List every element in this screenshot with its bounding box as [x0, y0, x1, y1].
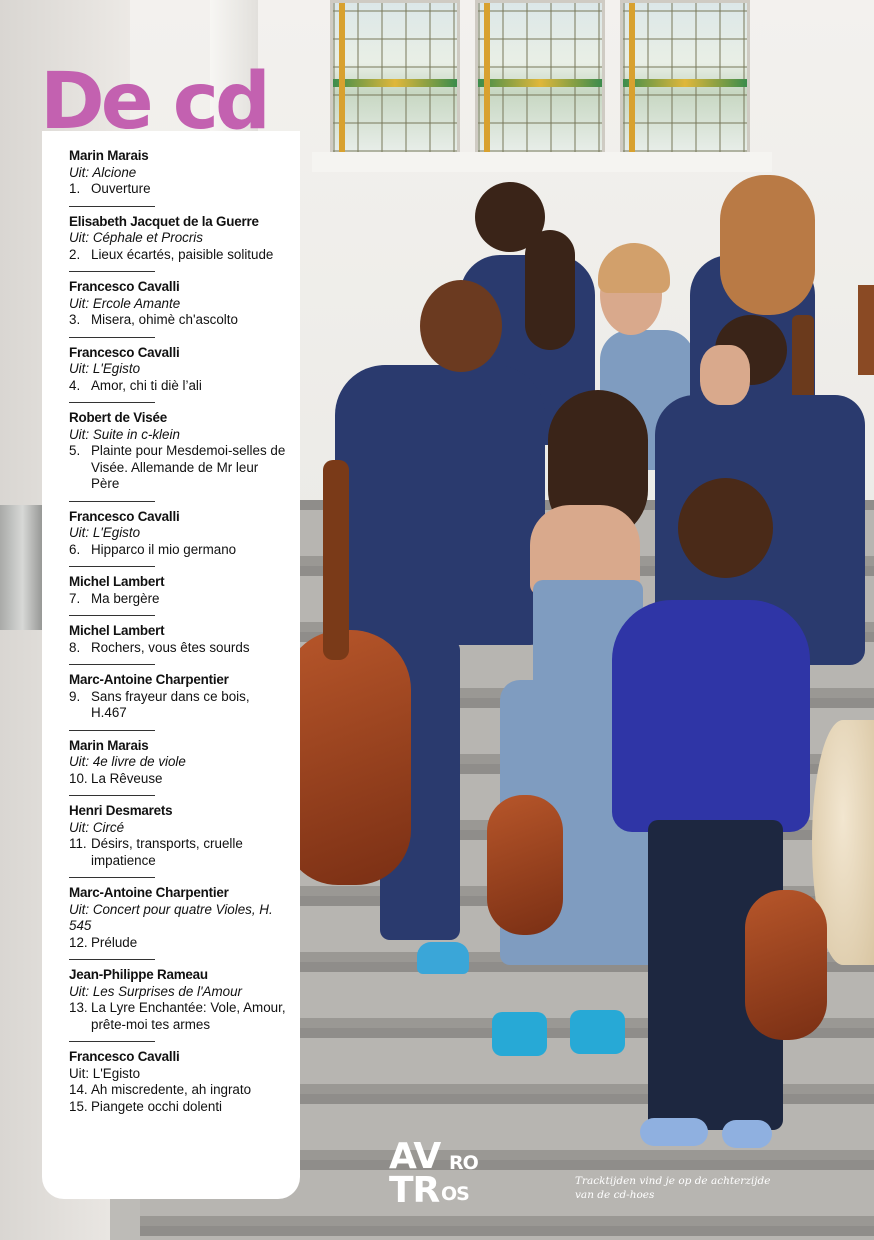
composer-name: Elisabeth Jacquet de la Guerre: [69, 213, 259, 229]
tracklist-entry: [69, 206, 286, 264]
track-title: Désirs, transports, cruelle impatience: [91, 836, 243, 868]
work-title: Uit: L'Egisto: [69, 361, 141, 376]
track-number: 1.: [69, 181, 81, 196]
divider: [69, 877, 155, 878]
divider: [69, 501, 155, 502]
tracklist-entry: [69, 337, 286, 395]
page-title: De cd: [40, 57, 267, 147]
track-number: 11.: [69, 836, 87, 851]
track-number: 6.: [69, 541, 81, 557]
track-title: Lieux écartés, paisible solitude: [91, 246, 274, 262]
track-item: [69, 689, 286, 722]
composer-name: Francesco Cavalli: [69, 508, 180, 524]
tracklist-entry: [69, 566, 286, 607]
tracklist-entry: [69, 271, 286, 329]
track-number: 7.: [69, 590, 81, 606]
track-number: 8.: [69, 639, 81, 655]
track-number: 2.: [69, 246, 81, 262]
track-item: [69, 443, 286, 493]
track-title: Piangete occhi dolenti: [91, 1098, 223, 1114]
track-number: 3.: [69, 312, 81, 327]
track-number: 13.: [69, 1000, 88, 1015]
stained-glass-window: [330, 0, 460, 155]
track-number: 5.: [69, 443, 81, 458]
track-title: Misera, ohimè ch'ascolto: [91, 312, 238, 327]
track-item: [69, 1000, 286, 1033]
composer-name: Michel Lambert: [69, 623, 165, 638]
track-title: Sans frayeur dans ce bois, H.467: [91, 688, 250, 720]
divider: [69, 959, 155, 960]
stained-glass-window: [620, 0, 750, 155]
work-title: Uit: 4e livre de viole: [69, 754, 186, 769]
track-title: La Rêveuse: [91, 770, 163, 786]
work-title: Uit: Concert pour quatre Violes, H. 545: [69, 901, 273, 933]
composer-name: Robert de Visée: [69, 410, 167, 425]
track-title: Prélude: [91, 934, 138, 950]
track-title: Plainte pour Mesdemoi-selles de Visée. Allemande de Mr leur Père: [91, 443, 286, 491]
tracklist-card: [42, 131, 300, 1199]
divider: [69, 271, 155, 272]
track-number: 10.: [69, 770, 88, 786]
composer-name: Michel Lambert: [69, 574, 165, 589]
tracklist-entry: [69, 795, 286, 869]
divider: [69, 795, 155, 796]
track-item: [69, 181, 286, 198]
track-item: [69, 771, 286, 788]
track-item: [69, 935, 286, 952]
track-item: [69, 640, 286, 657]
composer-name: Henri Desmarets: [69, 803, 173, 818]
divider: [69, 337, 155, 338]
track-item: [69, 1099, 286, 1116]
tracklist-entry: [69, 1041, 286, 1115]
track-title: Ouverture: [91, 181, 151, 196]
work-title: Uit: Les Surprises de l'Amour: [69, 983, 242, 999]
track-title: La Lyre Enchantée: Vole, Amour, prête-moi tes armes: [91, 1000, 286, 1032]
tracklist-entry: [69, 730, 286, 788]
stained-glass-window: [475, 0, 605, 155]
work-title: Uit: Alcione: [69, 164, 137, 180]
divider: [69, 566, 155, 567]
track-item: [69, 591, 286, 608]
track-item: [69, 378, 286, 395]
track-title: Amor, chi ti diè l’ali: [91, 377, 202, 393]
divider: [69, 206, 155, 207]
tracklist-entry: [69, 148, 286, 198]
track-item: [69, 247, 286, 264]
avrotros-logo: AV RO TR OS: [389, 1136, 478, 1211]
composer-name: Marin Marais: [69, 737, 149, 753]
track-title: Ma bergère: [91, 590, 160, 606]
tracklist-entry: [69, 959, 286, 1033]
tracklist-entry: [69, 402, 286, 493]
divider: [69, 730, 155, 731]
composer-name: Francesco Cavalli: [69, 344, 180, 360]
tracklist-entry: [69, 877, 286, 951]
work-title: Uit: L'Egisto: [69, 525, 141, 540]
track-number: 15.: [69, 1098, 88, 1114]
composer-name: Marin Marais: [69, 148, 149, 163]
tracklist-entry: [69, 664, 286, 722]
tracklist-entry: [69, 615, 286, 656]
track-item: [69, 312, 286, 329]
divider: [69, 664, 155, 665]
composer-name: Francesco Cavalli: [69, 1049, 180, 1064]
track-title: Rochers, vous êtes sourds: [91, 639, 250, 655]
track-item: [69, 836, 286, 869]
composer-name: Marc-Antoine Charpentier: [69, 885, 229, 900]
track-number: 4.: [69, 377, 81, 393]
work-title: Uit: Circé: [69, 819, 125, 835]
composer-name: Marc-Antoine Charpentier: [69, 672, 229, 687]
footer-note: Tracktijden vind je op de achterzijde van de cd-hoes: [575, 1175, 771, 1201]
track-title: Ah miscredente, ah ingrato: [91, 1082, 252, 1097]
divider: [69, 402, 155, 403]
work-title: Uit: L'Egisto: [69, 1065, 141, 1081]
composer-name: Jean-Philippe Rameau: [69, 967, 208, 982]
divider: [69, 1041, 155, 1042]
composer-name: Francesco Cavalli: [69, 279, 180, 294]
work-title: Uit: Suite in c-klein: [69, 426, 180, 442]
track-number: 12.: [69, 934, 88, 950]
track-item: [69, 1082, 286, 1099]
tracklist-entry: [69, 501, 286, 559]
track-title: Hipparco il mio germano: [91, 541, 237, 557]
tracklist: [69, 148, 286, 1115]
track-number: 9.: [69, 688, 81, 704]
work-title: Uit: Ercole Amante: [69, 295, 181, 311]
work-title: Uit: Céphale et Procris: [69, 230, 203, 245]
track-item: [69, 542, 286, 559]
track-number: 14.: [69, 1082, 88, 1097]
divider: [69, 615, 155, 616]
